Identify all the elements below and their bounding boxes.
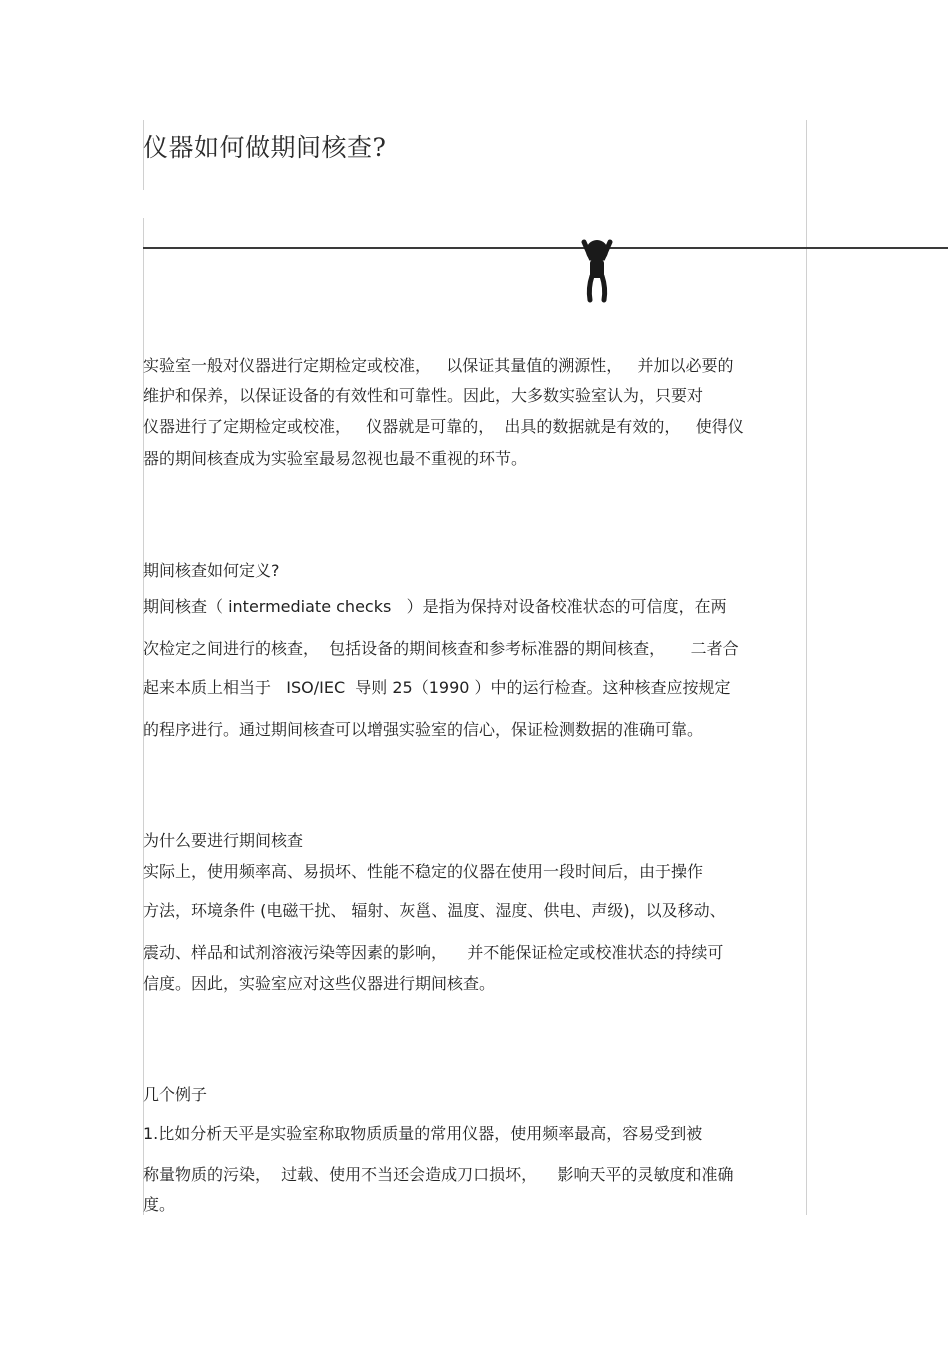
right-margin-line [806,120,807,1215]
page-title: 仪器如何做期间核查? [143,133,387,162]
why-line: 震动、样品和试剂溶液污染等因素的影响， 并不能保证检定或校准状态的持续可 [143,943,724,962]
definition-line: 期间核查（ intermediate checks ）是指为保持对设备校准状态的可信度，在两 [143,597,727,616]
example-line: 1.比如分析天平是实验室称取物质质量的常用仪器，使用频率最高，容易受到被 [143,1124,703,1143]
example-line: 度。 [143,1195,176,1214]
divider-rule [143,247,948,249]
left-margin-line-mid [143,218,144,350]
definition-line: 的程序进行。通过期间核查可以增强实验室的信心，保证检测数据的准确可靠。 [143,720,704,739]
intro-line: 维护和保养，以保证设备的有效性和可靠性。因此，大多数实验室认为，只要对 [143,386,704,405]
why-line: 信度。因此，实验室应对这些仪器进行期间核查。 [143,974,496,993]
intro-line: 实验室一般对仪器进行定期检定或校准， 以保证其量值的溯源性， 并加以必要的 [143,356,734,375]
intro-line: 仪器进行了定期检定或校准， 仪器就是可靠的， 出具的数据就是有效的， 使得仪 [143,417,744,436]
definition-line: 次检定之间进行的核查， 包括设备的期间核查和参考标准器的期间核查， 二者合 [143,639,739,658]
hanging-figure-icon [578,238,616,304]
why-line: 方法，环境条件 (电磁干扰、 辐射、灰邕、温度、湿度、供电、声级)，以及移动、 [143,901,726,920]
example-line: 称量物质的污染， 过载、使用不当还会造成刀口损坏， 影响天平的灵敏度和准确 [143,1165,734,1184]
section-heading-why: 为什么要进行期间核查 [143,831,304,850]
why-line: 实际上，使用频率高、易损坏、性能不稳定的仪器在使用一段时间后，由于操作 [143,862,704,881]
intro-line: 器的期间核查成为实验室最易忽视也最不重视的环节。 [143,449,528,468]
definition-line: 起来本质上相当于 ISO/IEC 导则 25（1990 ）中的运行检查。这种核查应按规定 [143,678,731,697]
section-heading-examples: 几个例子 [143,1085,208,1104]
section-heading-definition: 期间核查如何定义? [143,561,280,580]
